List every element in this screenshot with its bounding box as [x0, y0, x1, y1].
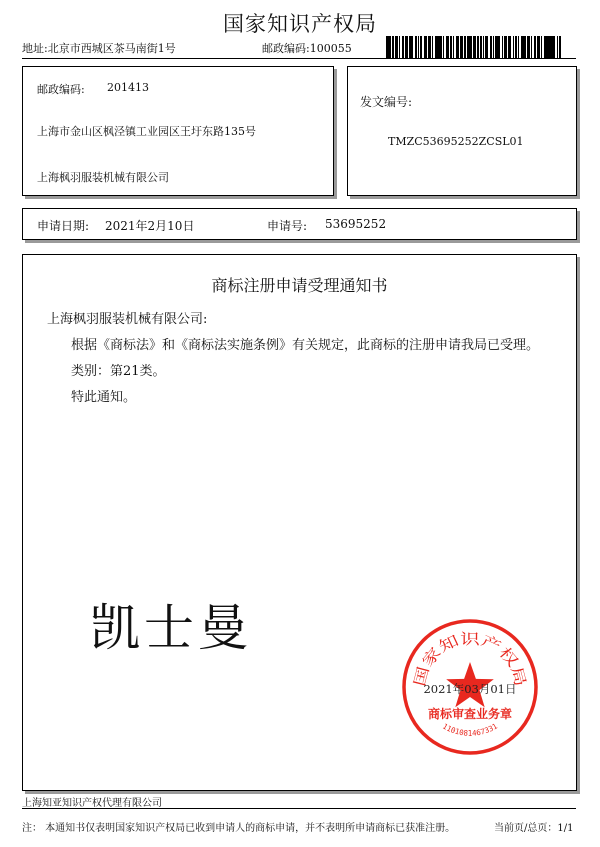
barcode-bar — [405, 36, 408, 58]
recipient-address: 上海市金山区枫泾镇工业园区王圩东路135号 — [37, 125, 256, 138]
barcode-bar — [490, 36, 492, 58]
trademark-text: 凯士曼 — [90, 599, 252, 657]
application-date-value: 2021年2月10日 — [105, 219, 195, 233]
footer-note: 注： 本通知书仅表明国家知识产权局已收到申请人的商标申请，并不表明所申请商标已获准注册。 — [22, 823, 456, 834]
barcode-bar — [495, 36, 500, 58]
barcode-bar — [395, 36, 398, 58]
application-date-label: 申请日期: — [37, 219, 90, 233]
barcode-bar — [531, 36, 533, 58]
notice-category: 类别：第21类。 — [71, 364, 166, 379]
application-number-label: 申请号: — [267, 219, 308, 233]
barcode-bar — [550, 36, 555, 58]
barcode-bar — [399, 36, 401, 58]
barcode-bar — [473, 36, 476, 58]
barcode-bar — [460, 36, 463, 58]
barcode-bar — [544, 36, 546, 58]
document-number-label: 发文编号: — [360, 95, 413, 109]
barcode-bar — [418, 36, 420, 58]
barcode-bar — [493, 36, 495, 58]
barcode-bar — [392, 36, 394, 58]
barcode-bar — [546, 36, 549, 58]
recipient-company: 上海枫羽服装机械有限公司 — [37, 171, 169, 184]
barcode-bar — [515, 36, 517, 58]
barcode-bar — [480, 36, 482, 58]
barcode-bar — [456, 36, 459, 58]
barcode-bar — [557, 36, 559, 58]
seal-code-text: 1101081467331 — [441, 721, 499, 738]
barcode-bar — [537, 36, 540, 58]
barcode-bar — [435, 36, 440, 58]
barcode-bar — [453, 36, 455, 58]
barcode-bar — [424, 36, 427, 58]
barcode-bar — [502, 36, 504, 58]
official-seal — [400, 617, 540, 757]
barcode-bar — [402, 36, 404, 58]
document-number-box — [347, 66, 577, 196]
barcode-graphic — [386, 36, 574, 58]
recipient-postcode-value: 201413 — [107, 81, 149, 94]
footer-divider — [22, 808, 576, 809]
document-number-value: TMZC53695252ZCSL01 — [388, 135, 524, 148]
barcode-bar — [440, 36, 442, 58]
barcode-bar — [464, 36, 466, 58]
barcode-bar — [450, 36, 452, 58]
notice-closing: 特此通知。 — [71, 390, 137, 405]
seal-department-text: 商标审查业务章 — [427, 707, 513, 721]
notice-salutation: 上海枫羽服装机械有限公司: — [47, 312, 208, 327]
recipient-box — [22, 66, 334, 196]
barcode-bar — [386, 36, 391, 58]
recipient-postcode-label: 邮政编码: — [37, 83, 85, 96]
office-postcode: 邮政编码:100055 — [262, 42, 352, 55]
header-divider — [22, 58, 576, 59]
seal-org-text: 国家知识产权局 — [410, 630, 529, 689]
barcode-bar — [508, 36, 511, 58]
barcode-bar — [534, 36, 536, 58]
barcode-bar — [420, 36, 422, 58]
barcode-bar — [409, 36, 414, 58]
office-address: 地址:北京市西城区茶马南街1号 — [22, 42, 176, 55]
seal-date-stamp: 2021年03月01日 — [423, 682, 517, 696]
page-indicator: 当前页/总页：1/1 — [494, 823, 574, 834]
barcode-bar — [527, 36, 530, 58]
barcode-bar — [541, 36, 543, 58]
notice-title: 商标注册申请受理通知书 — [211, 276, 388, 295]
barcode-bar — [518, 36, 520, 58]
office-title: 国家知识产权局 — [223, 12, 377, 36]
barcode-bar — [446, 36, 449, 58]
barcode-bar — [428, 36, 431, 58]
application-info-box — [22, 208, 577, 240]
barcode-bar — [559, 36, 561, 58]
barcode-bar — [483, 36, 485, 58]
barcode-bar — [415, 36, 417, 58]
barcode-bar — [521, 36, 526, 58]
barcode-bar — [443, 36, 445, 58]
barcode-bar — [477, 36, 479, 58]
notice-body: 根据《商标法》和《商标法实施条例》有关规定，此商标的注册申请我局已受理。 — [71, 338, 540, 353]
barcode-bar — [485, 36, 488, 58]
barcode-bar — [467, 36, 472, 58]
barcode-bar — [504, 36, 507, 58]
barcode-bar — [432, 36, 434, 58]
barcode-bar — [513, 36, 515, 58]
application-number-value: 53695252 — [325, 217, 387, 231]
agency-name: 上海知亚知识产权代理有限公司 — [22, 798, 162, 809]
